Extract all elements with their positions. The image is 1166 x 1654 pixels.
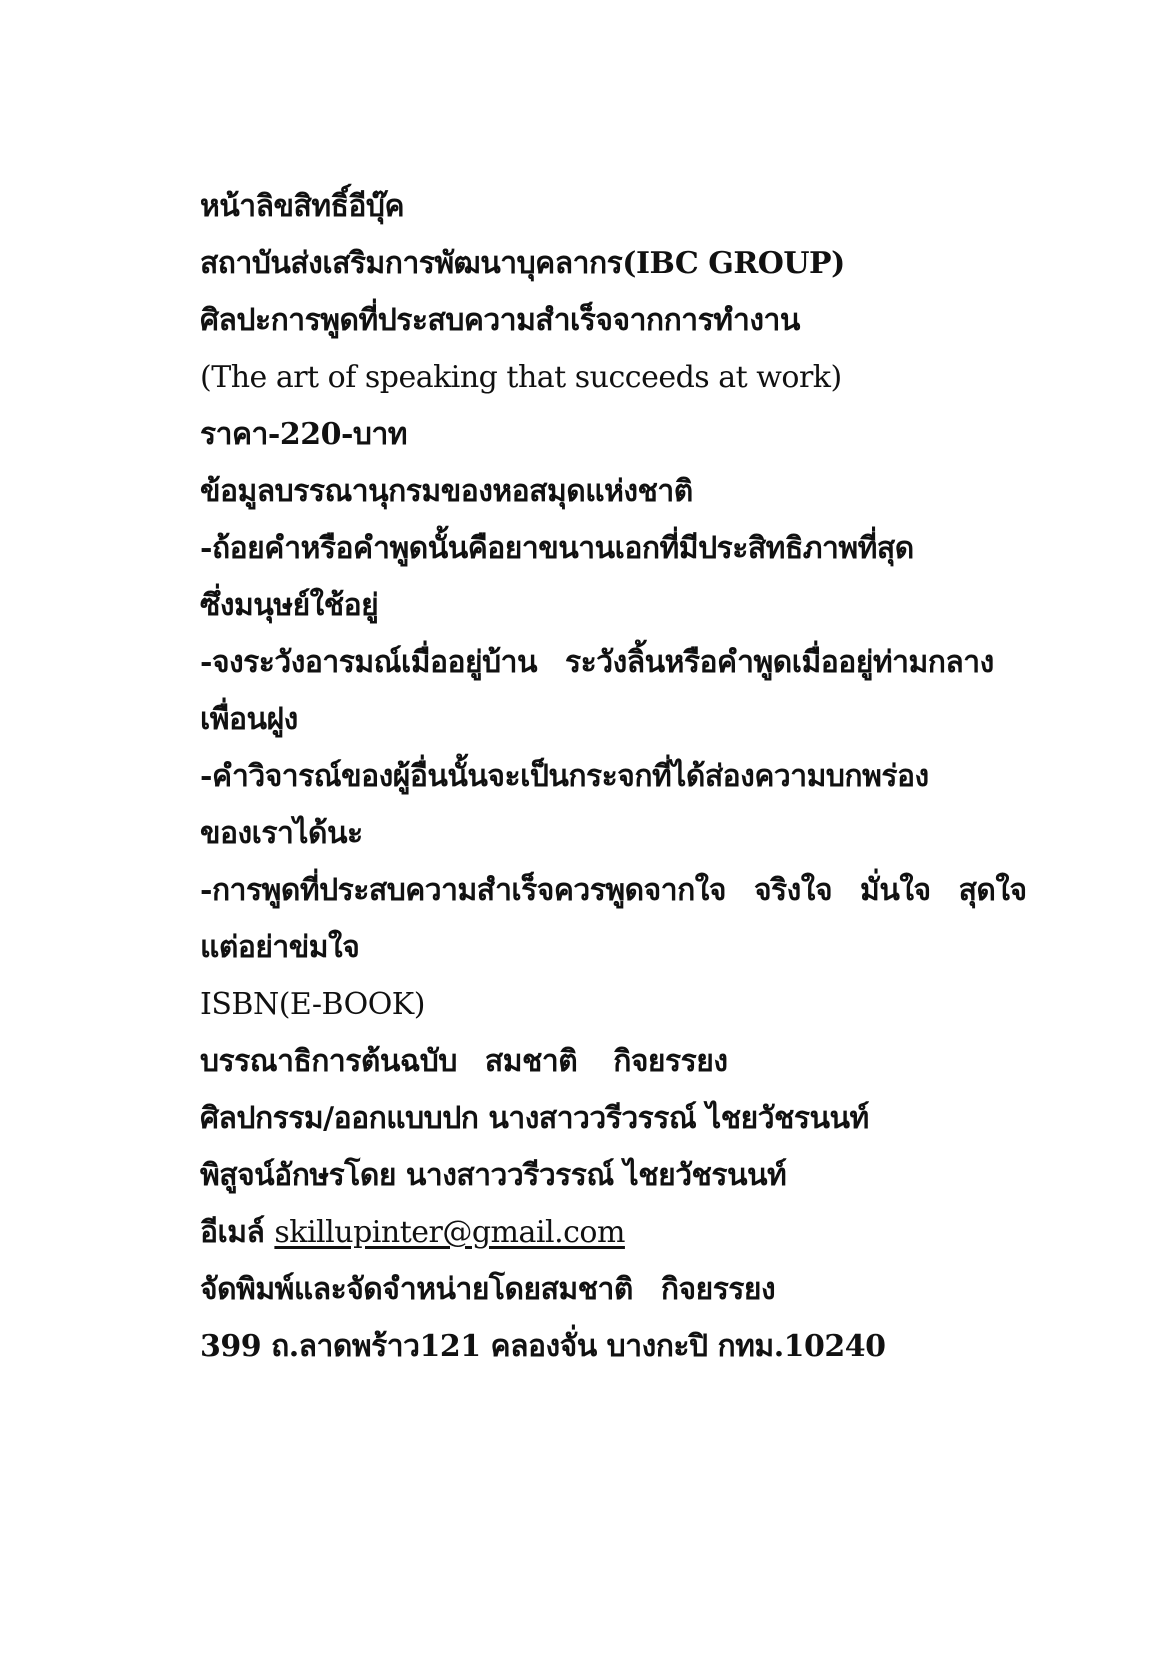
- catalog-heading: ข้อมูลบรรณานุกรมของหอสมุดแห่งชาติ: [200, 474, 693, 509]
- quote-4-line-1: [200, 862, 1100, 919]
- quote-2-part-2: ระวังลิ้นหรือคำพูดเมื่ออยู่ท่ามกลาง: [565, 645, 994, 680]
- isbn-label: ISBN(E-BOOK): [200, 987, 425, 1022]
- editor-first-name: สมชาติ: [484, 1044, 578, 1079]
- art-credit: [200, 1090, 1100, 1147]
- quote-4-part-3: มั่นใจ: [860, 873, 931, 908]
- art-name: นางสาววรีวรรณ์ ไชยวัชรนนท์: [488, 1101, 869, 1136]
- editor-label: บรรณาธิการต้นฉบับ: [200, 1044, 457, 1079]
- email-label: อีเมล์: [200, 1215, 265, 1250]
- quote-1-line-2: ซึ่งมนุษย์ใช้อยู่: [200, 588, 379, 623]
- quote-3-line-1: -คำวิจารณ์ของผู้อื่นนั้นจะเป็นกระจกที่ได้ส่องความบกพร่อง: [200, 759, 929, 794]
- proofreader-credit: [200, 1147, 1100, 1204]
- quote-2-line-1: [200, 634, 1100, 691]
- book-price: ราคา-220-บาท: [200, 417, 408, 452]
- email-link[interactable]: skillupinter@gmail.com: [274, 1215, 625, 1250]
- publisher-name: สถาบันส่งเสริมการพัฒนาบุคลากร(IBC GROUP): [200, 246, 845, 281]
- distributor-credit: [200, 1261, 1100, 1318]
- proofreader-label: พิสูจน์อักษรโดย: [200, 1158, 396, 1193]
- copyright-text-block: [200, 178, 1100, 1375]
- distributor-last-name: กิจยรรยง: [660, 1272, 776, 1307]
- editor-credit: [200, 1033, 1100, 1090]
- quote-4-part-1: -การพูดที่ประสบความสำเร็จควรพูดจากใจ: [200, 873, 726, 908]
- book-title-thai: ศิลปะการพูดที่ประสบความสำเร็จจากการทำงาน: [200, 303, 800, 338]
- quote-4-line-2: แต่อย่าข่มใจ: [200, 930, 360, 965]
- quote-2-line-2: เพื่อนฝูง: [200, 702, 298, 737]
- email-credit: [200, 1204, 1100, 1261]
- quote-4-part-2: จริงใจ: [753, 873, 833, 908]
- quote-1-line-1: -ถ้อยคำหรือคำพูดนั้นคือยาขนานเอกที่มีประสิทธิภาพที่สุด: [200, 531, 914, 566]
- quote-2-part-1: -จงระวังอารมณ์เมื่ออยู่บ้าน: [200, 645, 538, 680]
- proofreader-name: นางสาววรีวรรณ์ ไชยวัชรนนท์: [405, 1158, 787, 1193]
- art-label: ศิลปกรรม/ออกแบบปก: [200, 1101, 479, 1136]
- publisher-address: 399 ถ.ลาดพร้าว121 คลองจั่น บางกะปิ กทม.10240: [200, 1329, 886, 1364]
- quote-3-line-2: ของเราได้นะ: [200, 816, 363, 851]
- page-heading: หน้าลิขสิทธิ์อีบุ๊ค: [200, 189, 405, 224]
- book-title-english: (The art of speaking that succeeds at work): [200, 360, 842, 395]
- quote-4-part-4: สุดใจ: [958, 873, 1027, 908]
- editor-last-name: กิจยรรยง: [613, 1044, 728, 1079]
- distributor-label: จัดพิมพ์และจัดจำหน่ายโดยสมชาติ: [200, 1272, 633, 1307]
